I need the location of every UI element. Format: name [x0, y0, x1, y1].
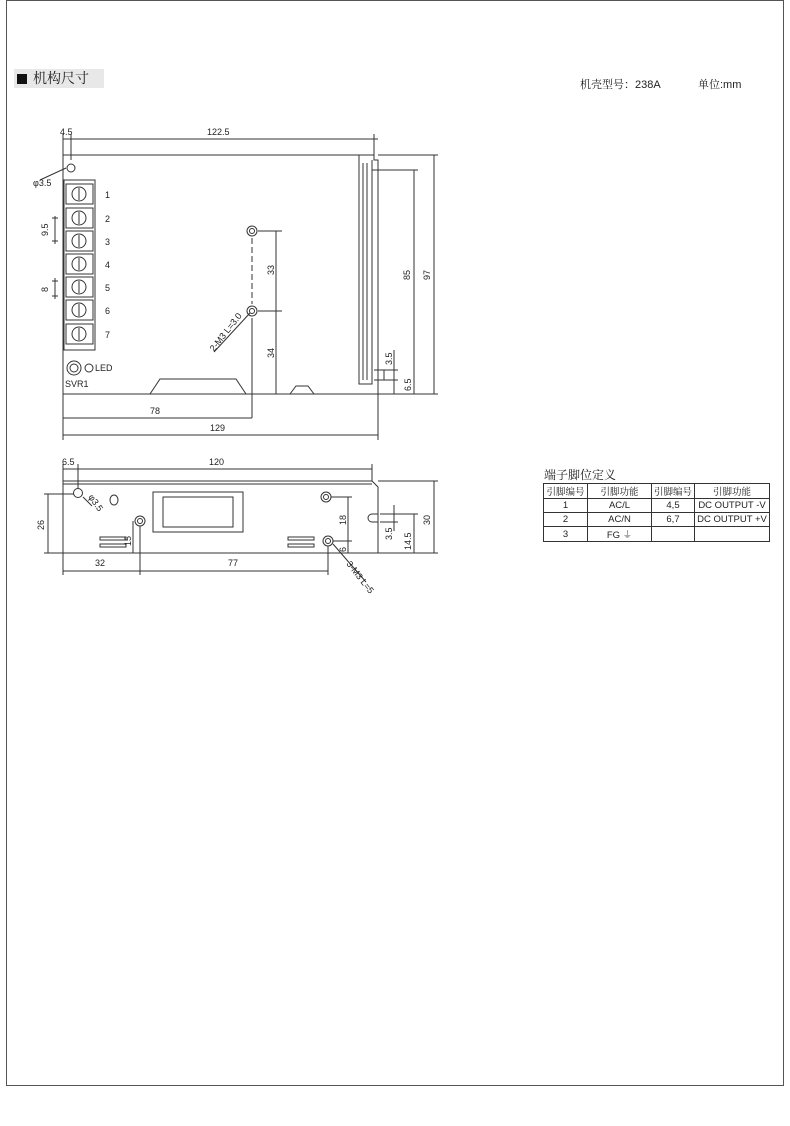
- side-dim-26: 26: [36, 519, 46, 530]
- svr-label: SVR1: [65, 379, 89, 389]
- table-cell: AC/N: [588, 513, 652, 527]
- table-row: [544, 499, 770, 513]
- side-notch: [368, 514, 378, 522]
- table-cell: 3: [544, 527, 588, 542]
- side-dim-3-5: 3.5: [384, 527, 394, 540]
- top-view-notch: [374, 370, 384, 380]
- side-dim-120: 120: [209, 457, 225, 467]
- terminal-label-6: 6: [105, 306, 111, 316]
- side-dim-6: 6: [338, 546, 348, 552]
- pin-table-header: [544, 484, 770, 499]
- table-cell: [695, 527, 770, 542]
- table-cell: 1: [544, 499, 588, 513]
- dim-4-5: 4.5: [60, 127, 73, 137]
- screw-hole-upper: [247, 226, 257, 236]
- table-cell: 4,5: [652, 499, 695, 513]
- pin-table-header-cell: 引脚功能: [588, 484, 652, 499]
- side-vent-2: [288, 537, 314, 540]
- table-cell: DC OUTPUT -V: [695, 499, 770, 513]
- terminal-label-2: 2: [105, 214, 111, 224]
- side-screw-note: 3-M3 L=5: [344, 559, 376, 596]
- case-model-label: 机壳型号：238A: [580, 79, 661, 91]
- top-view-bump: [150, 379, 314, 394]
- side-screw-hole-2: [321, 492, 331, 502]
- side-dim-phi-3-5: φ3.5: [86, 492, 106, 514]
- side-dim-14-5: 14.5: [403, 532, 413, 550]
- led-icon: [85, 364, 93, 372]
- side-dim-18: 18: [338, 514, 348, 525]
- table-cell: FG ⏚: [588, 527, 652, 542]
- dim-122-5: 122.5: [207, 127, 230, 137]
- pin-table-caption: 端子脚位定义: [544, 468, 617, 482]
- table-row: [544, 527, 770, 542]
- dim-33: 33: [266, 264, 276, 275]
- table-row: [544, 513, 770, 527]
- terminal-label-3: 3: [105, 237, 111, 247]
- terminal-screws: [66, 184, 93, 344]
- dim-6-5-top: 6.5: [403, 378, 413, 391]
- table-cell: DC OUTPUT +V: [695, 513, 770, 527]
- svr-pot-icon: [67, 361, 81, 375]
- dim-9-5: 9.5: [40, 223, 50, 236]
- pin-table: [543, 483, 770, 542]
- side-corner-hole: [74, 489, 83, 498]
- side-screw-hole-3: [323, 536, 333, 546]
- pin-table-header-cell: 引脚功能: [695, 484, 770, 499]
- table-cell: 6,7: [652, 513, 695, 527]
- dim-129: 129: [210, 423, 226, 433]
- table-cell: 2: [544, 513, 588, 527]
- dim-34: 34: [266, 347, 276, 358]
- unit-label: 单位:mm: [698, 79, 742, 91]
- top-view-rail: [359, 155, 372, 384]
- side-dim-6-5: 6.5: [62, 457, 75, 467]
- pin-table-header-cell: 引脚编号: [544, 484, 588, 499]
- dim-phi-3-5: φ3.5: [33, 178, 52, 188]
- side-screw-hole-1: [135, 516, 145, 526]
- terminal-label-7: 7: [105, 330, 111, 340]
- side-dim-77: 77: [228, 558, 239, 568]
- top-screw-note: 2-M3 L=3.0: [207, 310, 244, 354]
- terminal-label-5: 5: [105, 283, 111, 293]
- side-dim-15: 15: [123, 535, 133, 546]
- dim-3-5-top: 3.5: [384, 352, 394, 365]
- section-title-text: 机构尺寸: [33, 70, 89, 86]
- dim-85: 85: [402, 269, 412, 280]
- table-cell: AC/L: [588, 499, 652, 513]
- top-view-outline: [63, 155, 378, 394]
- terminal-label-4: 4: [105, 260, 111, 270]
- dim-78: 78: [150, 406, 161, 416]
- dim-8: 8: [40, 286, 50, 292]
- side-oval-hole: [110, 495, 118, 505]
- corner-hole: [67, 164, 75, 172]
- dim-97: 97: [422, 269, 432, 280]
- side-view-cutout: [153, 492, 243, 532]
- pin-table-header-cell: 引脚编号: [652, 484, 695, 499]
- terminal-label-1: 1: [105, 190, 111, 200]
- side-dim-30: 30: [422, 514, 432, 525]
- led-label: LED: [95, 363, 113, 373]
- table-cell: [652, 527, 695, 542]
- side-dim-32: 32: [95, 558, 106, 568]
